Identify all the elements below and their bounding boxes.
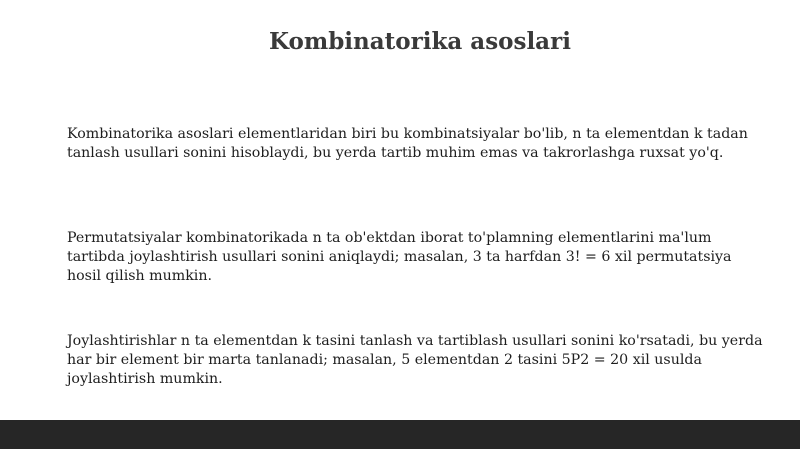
paragraph-arrangements: Joylashtirishlar n ta elementdan k tasini tanlash va tartiblash usullari sonini ko'rsatadi, bu yerda har bir element bir marta tanlanadi; masalan, 5 elementdan 2 tasini 5P2 = 20 xil usulda joylashtirish mumkin.: [67, 333, 763, 387]
slide-title: Kombinatorika asoslari: [269, 28, 571, 55]
paragraph-permutations: Permutatsiyalar kombinatorikada n ta ob'ektdan iborat to'plamning elementlarini ma'lum tartibda joylashtirish usullari sonini aniqlaydi; masalan, 3 ta harfdan 3! = 6 xil permutatsiya hosil qilish mumkin.: [67, 230, 732, 284]
paragraph-combinations: Kombinatorika asoslari elementlaridan biri bu kombinatsiyalar bo'lib, n ta elementdan k tadan tanlash usullari sonini hisoblaydi, bu yerda tartib muhim emas va takrorlashga ruxsat yo'q.: [67, 126, 748, 161]
footer-bar: [0, 420, 800, 449]
